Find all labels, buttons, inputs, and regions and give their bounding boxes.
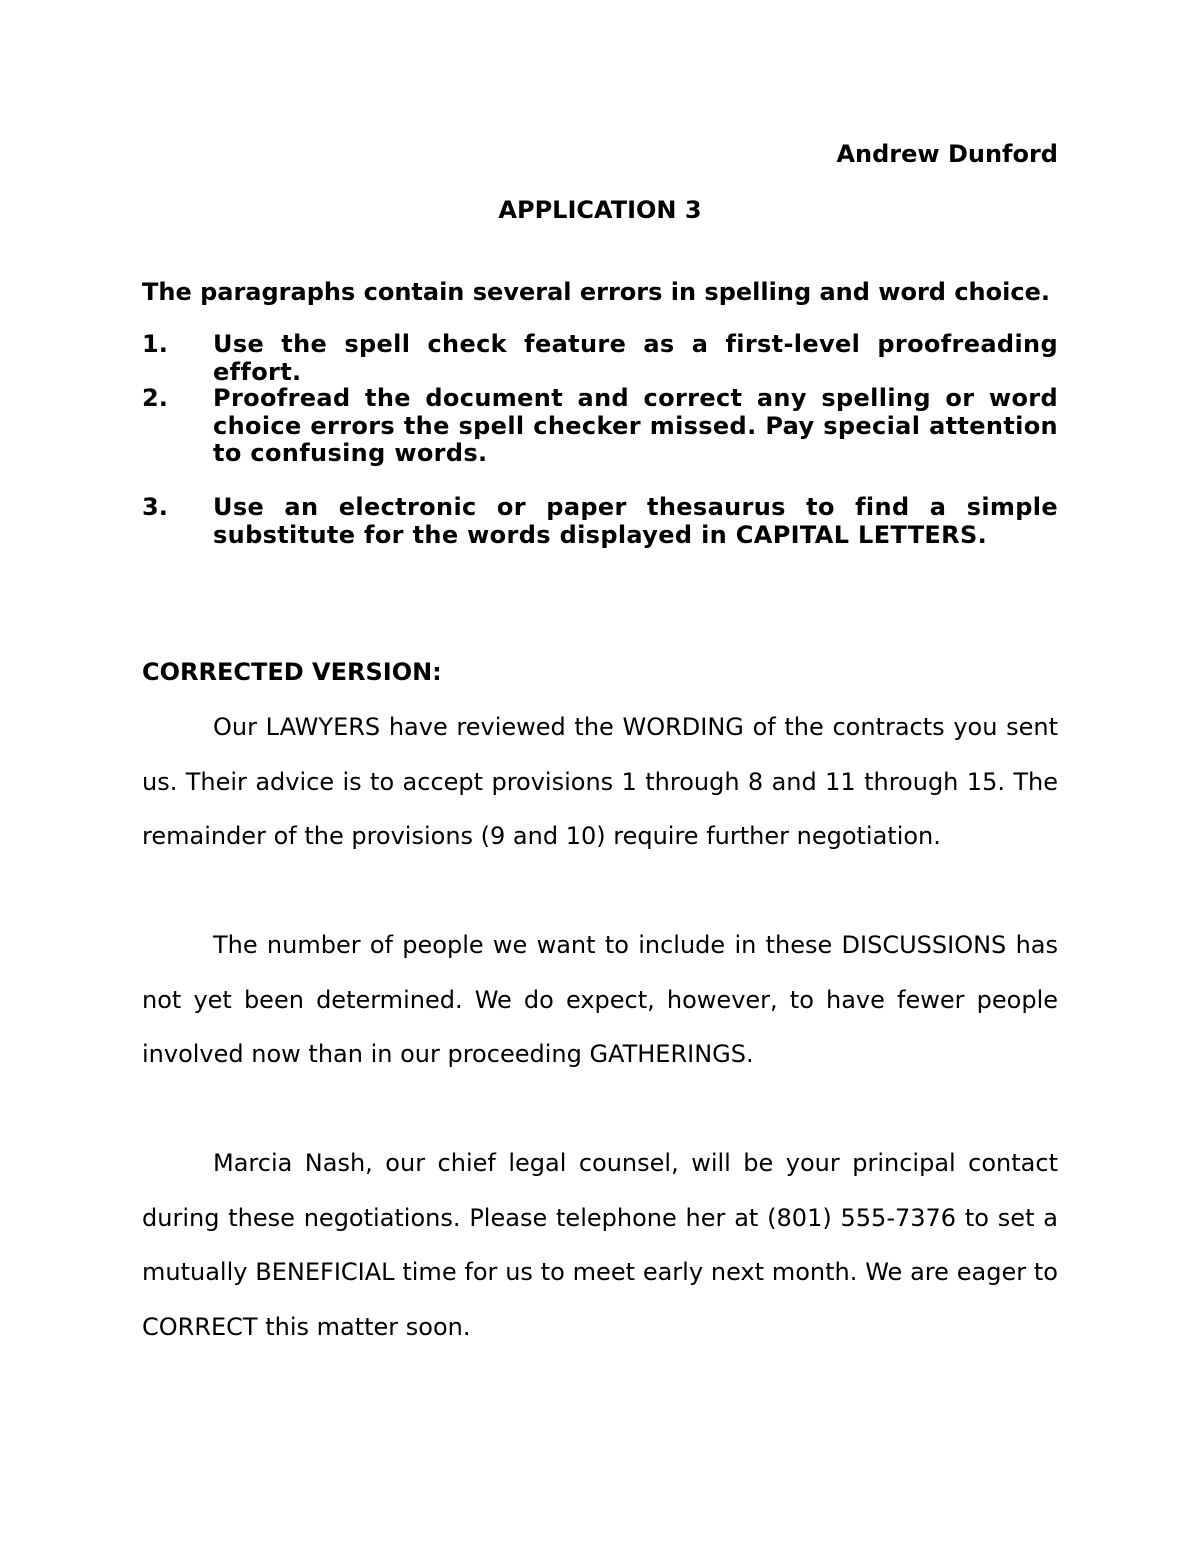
author-name: Andrew Dunford [836,140,1058,168]
corrected-paragraph-2: The number of people we want to include in these DISCUSSIONS has not yet been determined. We do expect, however, to have fewer people involved now than in our proceeding GATHERINGS. [142,931,1058,1068]
corrected-paragraph-3: Marcia Nash, our chief legal counsel, will be your principal contact during these negotiations. Please telephone her at (801) 555-7376 to set a mutually BENEFICIAL time for us to meet early next month. We are eager to CORRECT this matter soon. [142,1149,1058,1341]
step-text: Proofread the document and correct any spelling or word choice errors the spell checker missed. Pay special attention to confusing words. [213,384,1058,467]
corrected-version-heading: CORRECTED VERSION: [142,658,442,686]
instructions-intro: The paragraphs contain several errors in spelling and word choice. [142,278,1050,306]
step-text: Use an electronic or paper thesaurus to find a simple substitute for the words displayed in CAPITAL LETTERS. [213,493,1058,549]
step-text: Use the spell check feature as a first-level proofreading effort. [213,330,1058,386]
document-title: APPLICATION 3 [498,196,702,224]
step-number: 1. [142,330,168,358]
corrected-paragraph-1: Our LAWYERS have reviewed the WORDING of the contracts you sent us. Their advice is to accept provisions 1 through 8 and 11 through 15. The remainder of the provisions (9 and 10) require further negotiation. [142,713,1058,850]
step-number: 2. [142,384,168,412]
step-number: 3. [142,493,168,521]
